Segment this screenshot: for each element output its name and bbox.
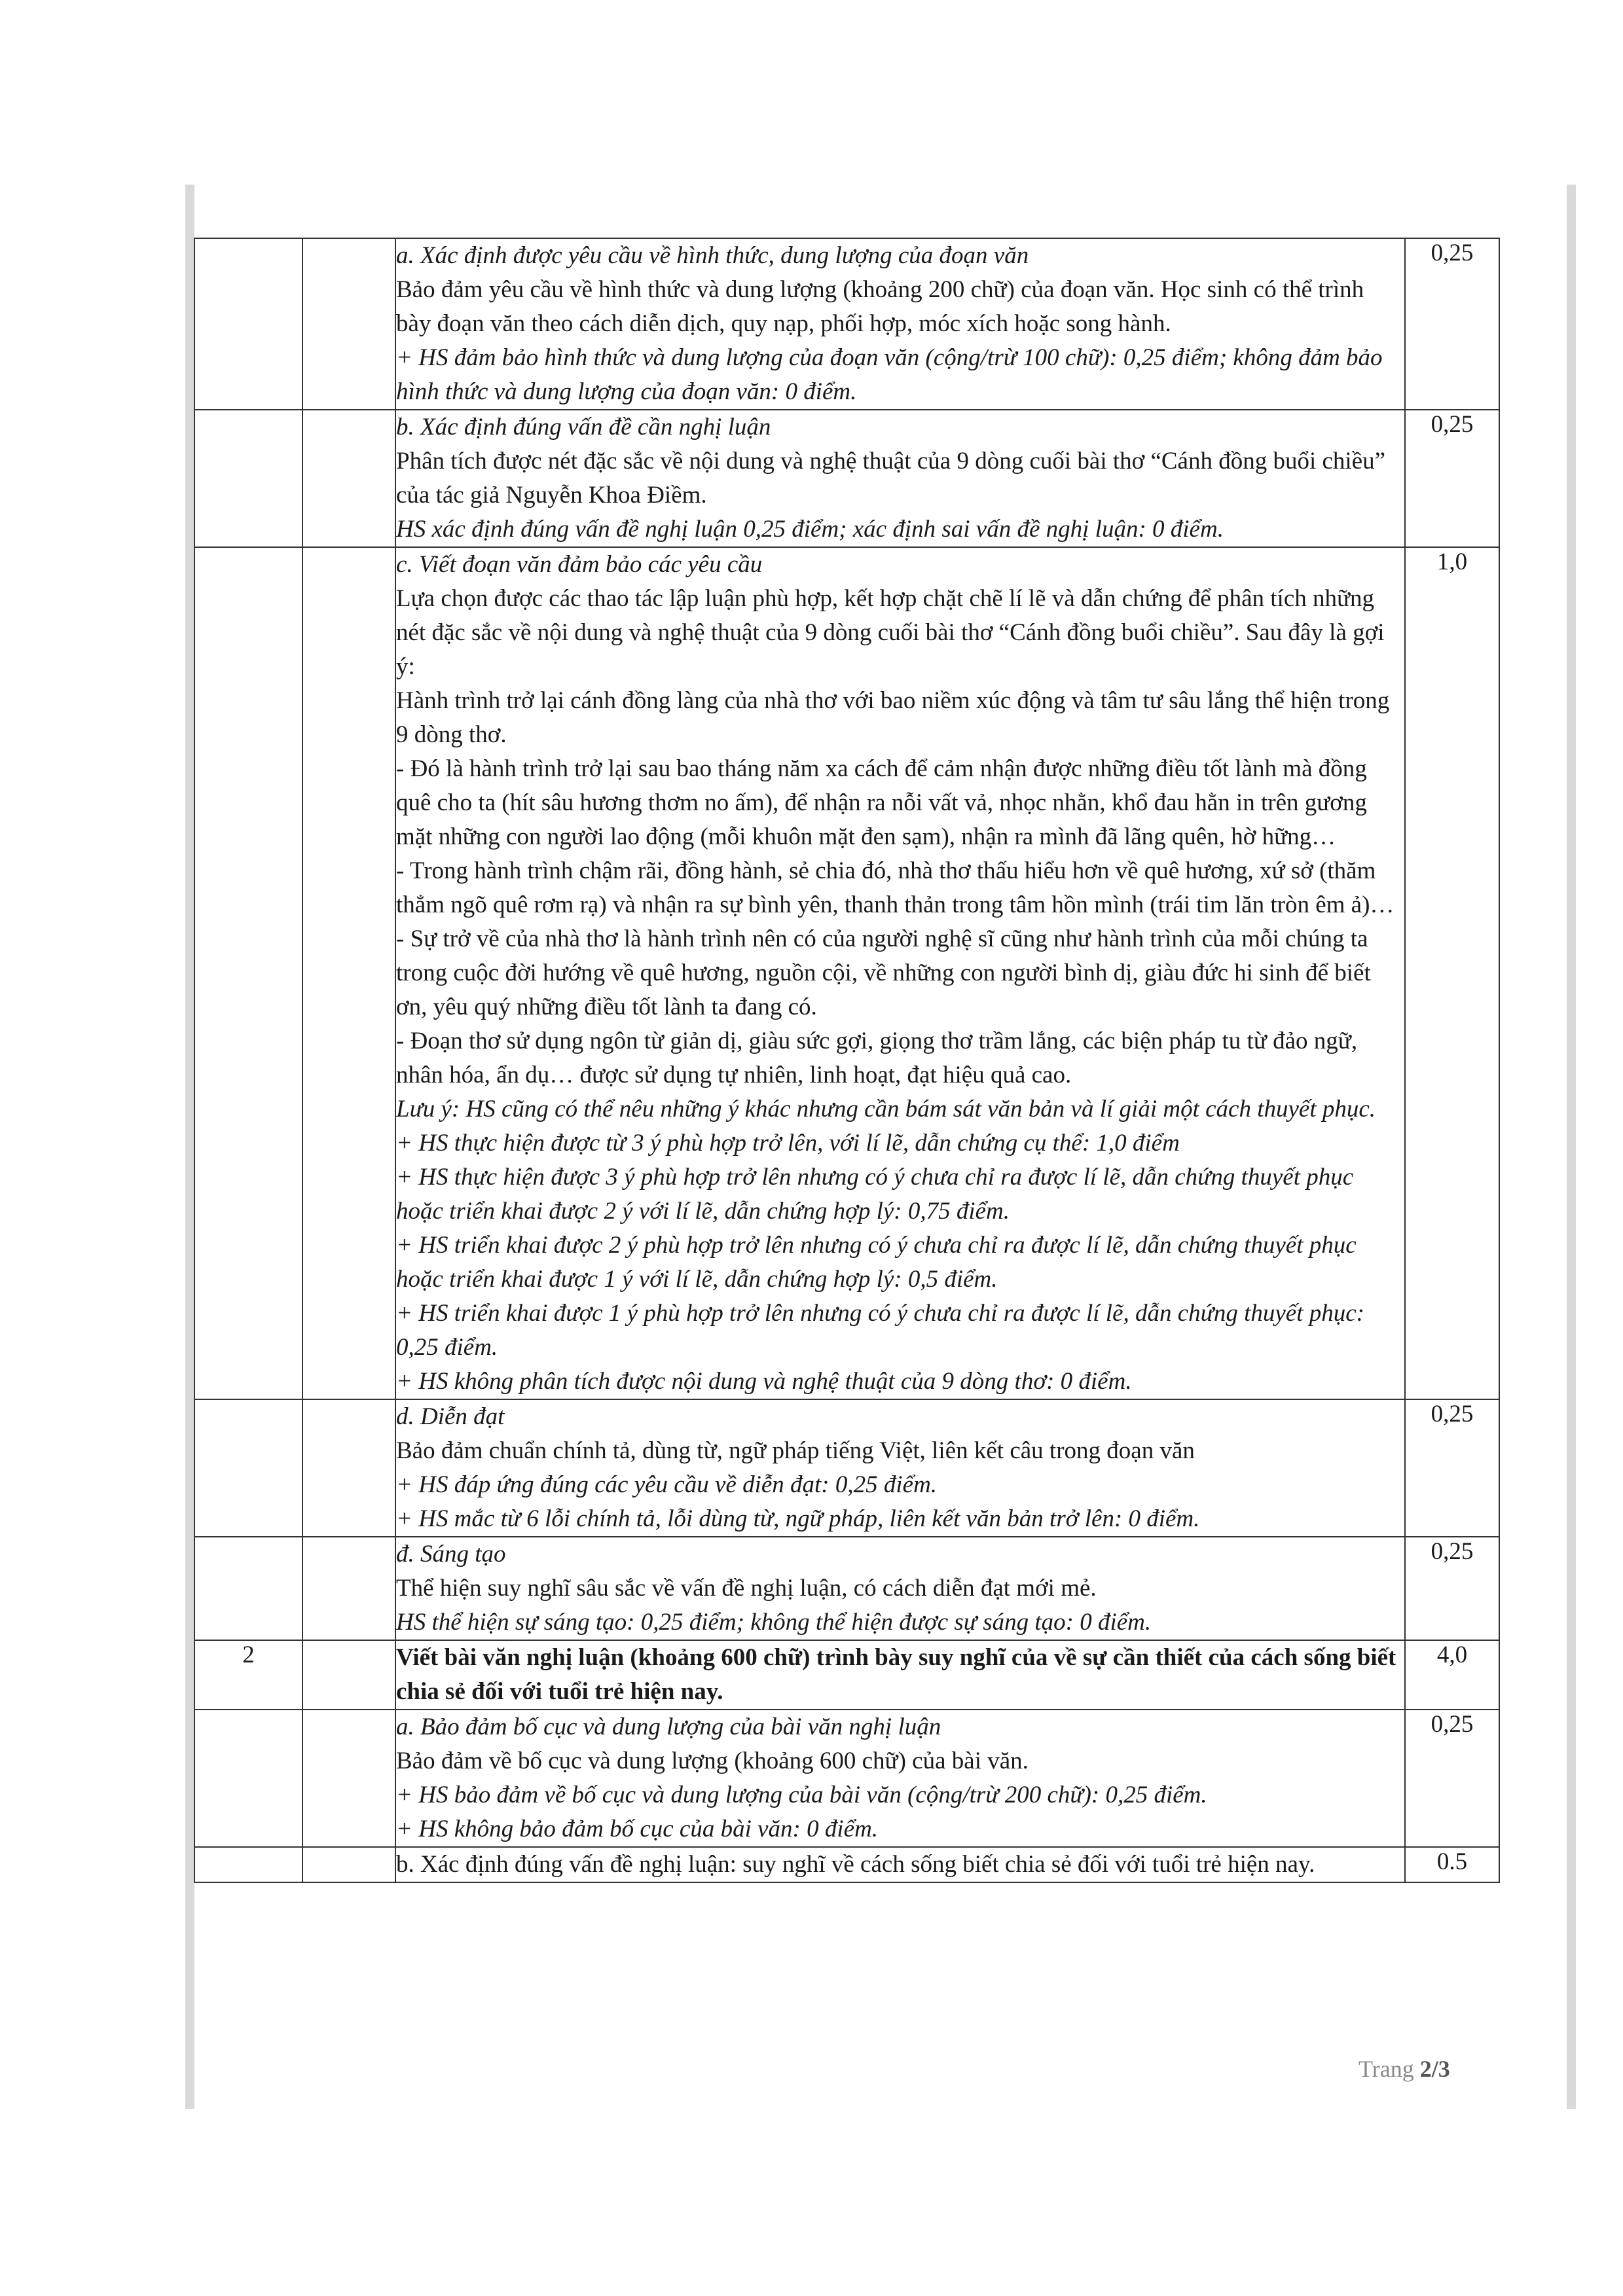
criteria-note: a. Xác định được yêu cầu về hình thức, dung lượng của đoạn văn <box>396 242 1029 269</box>
empty-cell <box>302 1847 395 1882</box>
criteria-text: b. Xác định đúng vấn đề nghị luận: suy nghĩ về cách sống biết chia sẻ đối với tuổi trẻ hiện nay. <box>396 1851 1315 1878</box>
question-number-cell <box>194 1847 302 1882</box>
criteria-text: - Trong hành trình chậm rãi, đồng hành, sẻ chia đó, nhà thơ thấu hiểu hơn về quê hương, xứ sở (thăm thẳm ngõ quê rơm rạ) và nhận ra sự bình yên, thanh thản trong tâm hồn mình (trái tim lăn tròn êm ả)… <box>396 857 1395 918</box>
score-cell: 0,25 <box>1405 1537 1499 1640</box>
criteria-note: + HS triển khai được 2 ý phù hợp trở lên nhưng có ý chưa chỉ ra được lí lẽ, dẫn chứng thuyết phục hoặc triển khai được 1 ý với lí lẽ, dẫn chứng hợp lý: 0,5 điểm. <box>396 1232 1357 1293</box>
criteria-cell <box>395 1399 1405 1537</box>
empty-cell <box>302 1710 395 1847</box>
criteria-cell <box>395 1710 1405 1847</box>
criteria-text: Hành trình trở lại cánh đồng làng của nhà thơ với bao niềm xúc động và tâm tư sâu lắng thể hiện trong 9 dòng thơ. <box>396 687 1390 748</box>
question-prompt: Viết bài văn nghị luận (khoảng 600 chữ) trình bày suy nghĩ của về sự cần thiết của cách sống biết chia sẻ đối với tuổi trẻ hiện nay. <box>396 1644 1396 1705</box>
criteria-text: Bảo đảm về bố cục và dung lượng (khoảng 600 chữ) của bài văn. <box>396 1748 1029 1774</box>
criteria-note: + HS bảo đảm về bố cục và dung lượng của bài văn (cộng/trừ 200 chữ): 0,25 điểm. <box>396 1782 1207 1808</box>
criteria-note: + HS triển khai được 1 ý phù hợp trở lên nhưng có ý chưa chỉ ra được lí lẽ, dẫn chứng thuyết phục: 0,25 điểm. <box>396 1300 1365 1361</box>
empty-cell <box>302 1640 395 1710</box>
criteria-note: + HS thực hiện được từ 3 ý phù hợp trở lên, với lí lẽ, dẫn chứng cụ thể: 1,0 điểm <box>396 1130 1180 1157</box>
criteria-note: a. Bảo đảm bố cục và dung lượng của bài văn nghị luận <box>396 1713 941 1740</box>
score-cell: 0,25 <box>1405 238 1499 410</box>
criteria-text: Lựa chọn được các thao tác lập luận phù hợp, kết hợp chặt chẽ lí lẽ và dẫn chứng để phân tích những nét đặc sắc về nội dung và nghệ thuật của 9 dòng cuối bài thơ “Cánh đồng buổi chiều”. Sau đây là gợi ý: <box>396 585 1385 680</box>
table-row <box>194 1710 1499 1847</box>
criteria-note: + HS không bảo đảm bố cục của bài văn: 0 điểm. <box>396 1816 879 1842</box>
score-cell: 0.5 <box>1405 1847 1499 1882</box>
question-number-cell <box>194 410 302 547</box>
criteria-note: + HS đảm bảo hình thức và dung lượng của đoạn văn (cộng/trừ 100 chữ): 0,25 điểm; không đảm bảo hình thức và dung lượng của đoạn văn: 0 điểm. <box>396 344 1383 405</box>
criteria-note: + HS không phân tích được nội dung và nghệ thuật của 9 dòng thơ: 0 điểm. <box>396 1368 1132 1395</box>
empty-cell <box>302 238 395 410</box>
score-cell: 0,25 <box>1405 410 1499 547</box>
score-cell: 1,0 <box>1405 547 1499 1399</box>
table-row <box>194 1640 1499 1710</box>
criteria-note: đ. Sáng tạo <box>396 1541 506 1568</box>
criteria-cell <box>395 547 1405 1399</box>
criteria-note: b. Xác định đúng vấn đề cần nghị luận <box>396 414 771 440</box>
table-row <box>194 410 1499 547</box>
criteria-note: HS thể hiện sự sáng tạo: 0,25 điểm; không thể hiện được sự sáng tạo: 0 điểm. <box>396 1609 1152 1636</box>
page-count: 2/3 <box>1419 2056 1450 2082</box>
criteria-note: + HS đáp ứng đúng các yêu cầu về diễn đạt: 0,25 điểm. <box>396 1471 938 1498</box>
criteria-note: HS xác định đúng vấn đề nghị luận 0,25 điểm; xác định sai vấn đề nghị luận: 0 điểm. <box>396 516 1224 543</box>
question-number-cell <box>194 238 302 410</box>
criteria-cell <box>395 1640 1405 1710</box>
empty-cell <box>302 1537 395 1640</box>
page-right-edge <box>1567 185 1576 2109</box>
criteria-text: Bảo đảm yêu cầu về hình thức và dung lượng (khoảng 200 chữ) của đoạn văn. Học sinh có thể trình bày đoạn văn theo cách diễn dịch, quy nạp, phối hợp, móc xích hoặc song hành. <box>396 276 1364 337</box>
empty-cell <box>302 410 395 547</box>
criteria-cell <box>395 238 1405 410</box>
criteria-text: Phân tích được nét đặc sắc về nội dung và nghệ thuật của 9 dòng cuối bài thơ “Cánh đồng buổi chiều” của tác giả Nguyễn Khoa Điềm. <box>396 448 1386 509</box>
score-cell: 0,25 <box>1405 1399 1499 1537</box>
question-number-cell: 2 <box>194 1640 302 1710</box>
table-row <box>194 1537 1499 1640</box>
criteria-cell <box>395 1537 1405 1640</box>
question-number-cell <box>194 1399 302 1537</box>
table-row <box>194 547 1499 1399</box>
criteria-note: c. Viết đoạn văn đảm bảo các yêu cầu <box>396 551 763 578</box>
criteria-note: Lưu ý: HS cũng có thể nêu những ý khác nhưng cần bám sát văn bản và lí giải một cách thuyết phục. <box>396 1096 1376 1122</box>
criteria-text: - Đoạn thơ sử dụng ngôn từ giản dị, giàu sức gợi, giọng thơ trầm lắng, các biện pháp tu từ đảo ngữ, nhân hóa, ẩn dụ… được sử dụng tự nhiên, linh hoạt, đạt hiệu quả cao. <box>396 1028 1358 1088</box>
criteria-note: + HS mắc từ 6 lỗi chính tả, lỗi dùng từ, ngữ pháp, liên kết văn bản trở lên: 0 điểm. <box>396 1505 1200 1532</box>
score-cell: 0,25 <box>1405 1710 1499 1847</box>
page-left-edge <box>185 185 194 2109</box>
criteria-note: d. Diễn đạt <box>396 1403 505 1430</box>
empty-cell <box>302 1399 395 1537</box>
criteria-cell <box>395 1847 1405 1882</box>
table-row <box>194 238 1499 410</box>
criteria-text: - Đó là hành trình trở lại sau bao tháng năm xa cách để cảm nhận được những điều tốt lành mà đồng quê cho ta (hít sâu hương thơm no ấm), để nhận ra nỗi vất vả, nhọc nhằn, khổ đau hằn in trên gương mặt những con người lao động (mỗi khuôn mặt đen sạm), nhận ra mình đã lãng quên, hờ hững… <box>396 755 1367 850</box>
empty-cell <box>302 547 395 1399</box>
criteria-note: + HS thực hiện được 3 ý phù hợp trở lên nhưng có ý chưa chỉ ra được lí lẽ, dẫn chứng thuyết phục hoặc triển khai được 2 ý với lí lẽ, dẫn chứng hợp lý: 0,75 điểm. <box>396 1164 1354 1225</box>
table-row <box>194 1847 1499 1882</box>
table-row <box>194 1399 1499 1537</box>
question-number-cell <box>194 1710 302 1847</box>
score-cell: 4,0 <box>1405 1640 1499 1710</box>
question-number-cell <box>194 547 302 1399</box>
criteria-text: Bảo đảm chuẩn chính tả, dùng từ, ngữ pháp tiếng Việt, liên kết câu trong đoạn văn <box>396 1437 1195 1464</box>
scoring-table <box>194 238 1500 1883</box>
criteria-text: Thể hiện suy nghĩ sâu sắc về vấn đề nghị luận, có cách diễn đạt mới mẻ. <box>396 1575 1097 1602</box>
criteria-text: - Sự trở về của nhà thơ là hành trình nên có của người nghệ sĩ cũng như hành trình của mỗi chúng ta trong cuộc đời hướng về quê hương, nguồn cội, về những con người bình dị, giàu đức hi sinh để biết ơn, yêu quý những điều tốt lành ta đang có. <box>396 925 1371 1020</box>
page-number <box>1359 2055 1450 2083</box>
criteria-cell <box>395 410 1405 547</box>
page-label: Trang <box>1359 2056 1414 2082</box>
question-number-cell <box>194 1537 302 1640</box>
